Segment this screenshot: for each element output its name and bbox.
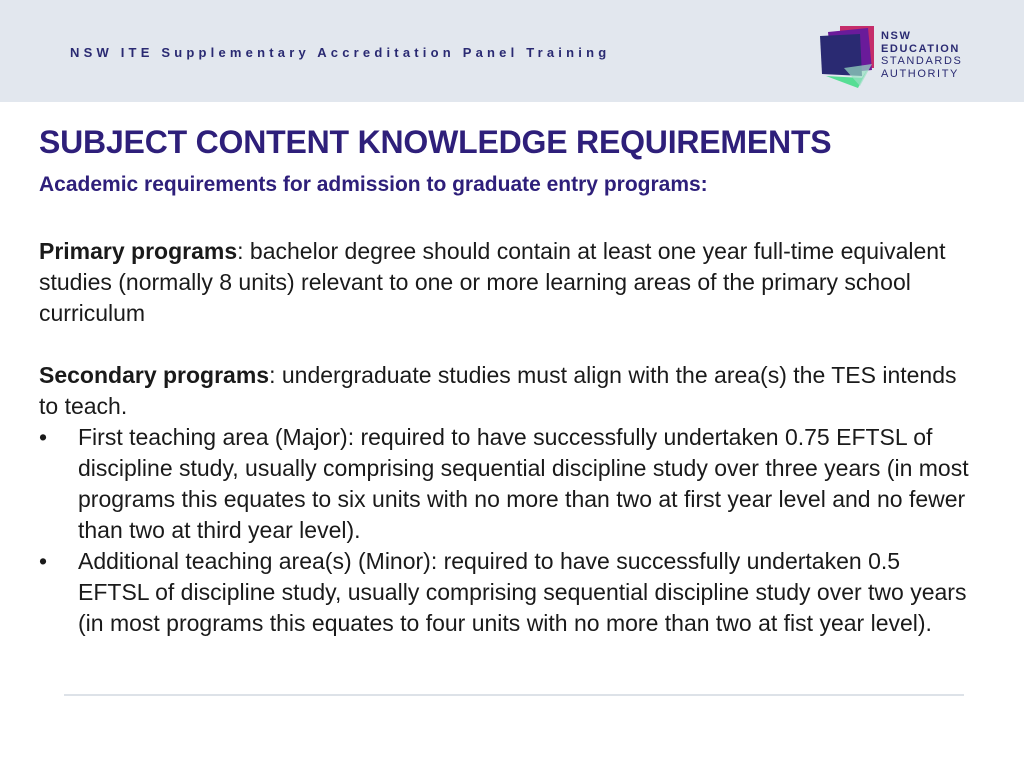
slide-title: SUBJECT CONTENT KNOWLEDGE REQUIREMENTS — [39, 124, 832, 160]
primary-programs-paragraph — [39, 236, 969, 329]
logo-line-3: STANDARDS — [881, 55, 963, 67]
secondary-programs-text: : undergraduate studies must align with the area(s) the TES intends to teach. — [39, 362, 957, 419]
primary-programs-label: Primary programs — [39, 238, 238, 264]
nesa-logo — [818, 24, 978, 90]
bullet-icon: • — [39, 548, 48, 574]
bullet-text: First teaching area (Major): required to have successfully undertaken 0.75 EFTSL of discipline study, usually comprising sequential discipline study over three years (in most programs this equates to six units with no more than two at first year level and no fewer than two at third year level). — [78, 424, 969, 543]
list-item — [39, 422, 969, 546]
secondary-programs-paragraph — [39, 360, 969, 422]
nesa-logo-icon — [818, 24, 878, 90]
primary-programs-text: : bachelor degree should contain at least one year full-time equivalent studies (normally 8 units) relevant to one or more learning areas of the primary school curriculum — [39, 238, 946, 326]
secondary-programs-label: Secondary programs — [39, 362, 270, 388]
header-bar — [0, 0, 1024, 102]
training-title: NSW ITE Supplementary Accreditation Panel Training — [70, 45, 611, 60]
footer-divider — [64, 694, 964, 696]
logo-line-2: EDUCATION — [881, 42, 960, 55]
slide-body — [39, 236, 969, 639]
logo-line-4: AUTHORITY — [881, 67, 959, 80]
list-item — [39, 546, 969, 639]
logo-wordmark — [881, 30, 962, 80]
bullet-text: Additional teaching area(s) (Minor): required to have successfully undertaken 0.5 EFTSL of discipline study, usually comprising sequential discipline study over two years (in most programs this equates to four units with no more than two at fist year level). — [78, 548, 967, 636]
logo-line-1: NSW — [881, 30, 912, 42]
slide-subtitle: Academic requirements for admission to graduate entry programs: — [39, 173, 708, 196]
bullet-icon: • — [39, 424, 48, 450]
